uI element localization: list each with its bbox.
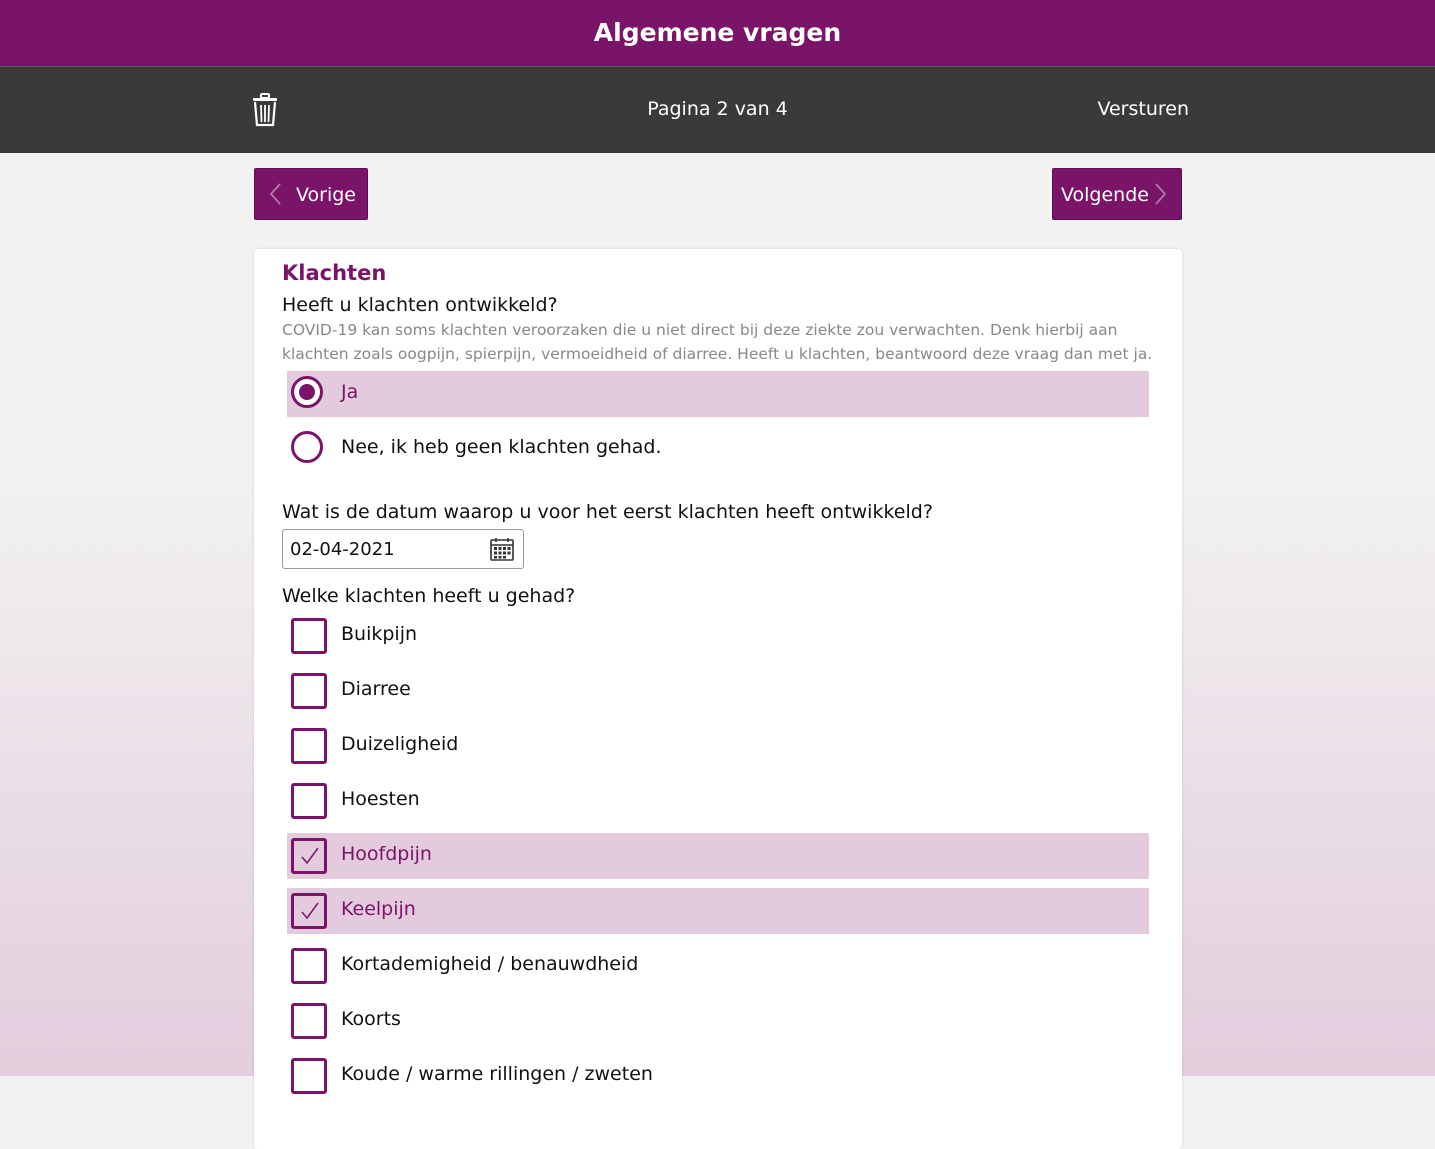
checkbox[interactable] (291, 948, 327, 984)
radio-option-ja[interactable] (287, 371, 1149, 417)
checkbox-option[interactable] (287, 888, 1149, 934)
checkbox-label: Kortademigheid / benauwdheid (341, 953, 639, 975)
section-title: Klachten (282, 261, 387, 285)
checkbox-label: Koude / warme rillingen / zweten (341, 1063, 653, 1085)
checkbox[interactable] (291, 1003, 327, 1039)
checkbox-option[interactable] (287, 668, 1149, 714)
checkmark-icon (301, 847, 319, 865)
checkbox-option[interactable] (287, 613, 1149, 659)
checkbox-label: Hoesten (341, 788, 420, 810)
checkbox[interactable] (291, 783, 327, 819)
next-button[interactable] (1052, 168, 1182, 220)
checkbox-label: Buikpijn (341, 623, 418, 645)
radio-option-label: Ja (341, 381, 359, 403)
page-title: Algemene vragen (0, 0, 1435, 66)
date-input[interactable] (282, 529, 524, 569)
send-button[interactable]: Versturen (1097, 98, 1189, 120)
checkbox-option[interactable] (287, 723, 1149, 769)
page-indicator: Pagina 2 van 4 (647, 98, 788, 120)
checkbox-label: Keelpijn (341, 898, 416, 920)
question-complaint-types: Welke klachten heeft u gehad? (282, 585, 576, 607)
checkbox-label: Duizeligheid (341, 733, 459, 755)
checkbox-label: Diarree (341, 678, 411, 700)
radio-selected-dot (299, 384, 315, 400)
checkbox-option[interactable] (287, 778, 1149, 824)
checkbox[interactable] (291, 893, 327, 929)
question-date: Wat is de datum waarop u voor het eerst klachten heeft ontwikkeld? (282, 501, 933, 523)
previous-label: Vorige (296, 184, 356, 206)
checkbox[interactable] (291, 618, 327, 654)
checkbox[interactable] (291, 838, 327, 874)
checkbox-option[interactable] (287, 833, 1149, 879)
checkmark-icon (301, 902, 319, 920)
radio-button[interactable] (291, 376, 323, 408)
calendar-icon[interactable] (490, 537, 514, 561)
radio-option-nee[interactable] (287, 426, 1149, 472)
radio-option-label: Nee, ik heb geen klachten gehad. (341, 436, 662, 458)
chevron-left-icon (269, 183, 281, 205)
checkbox-option[interactable] (287, 943, 1149, 989)
date-value: 02-04-2021 (290, 539, 395, 560)
previous-button[interactable] (254, 168, 368, 220)
checkbox[interactable] (291, 1058, 327, 1094)
checkbox-option[interactable] (287, 998, 1149, 1044)
question-complaints: Heeft u klachten ontwikkeld? (282, 294, 558, 316)
checkbox-label: Koorts (341, 1008, 401, 1030)
question-card (254, 249, 1182, 1149)
question-help-text: COVID-19 kan soms klachten veroorzaken die u niet direct bij deze ziekte zou verwachten. Denk hierbij aan klachten zoals oogpijn, spierpijn, vermoeidheid of diarree. Heeft u klachten, beantwoord deze vraag dan met ja. (282, 321, 1153, 363)
toolbar (0, 66, 1435, 153)
checkbox[interactable] (291, 728, 327, 764)
checkbox-label: Hoofdpijn (341, 843, 432, 865)
radio-button[interactable] (291, 431, 323, 463)
checkbox[interactable] (291, 673, 327, 709)
next-label: Volgende (1061, 184, 1149, 206)
chevron-right-icon (1155, 183, 1167, 205)
checkbox-option[interactable] (287, 1053, 1149, 1099)
